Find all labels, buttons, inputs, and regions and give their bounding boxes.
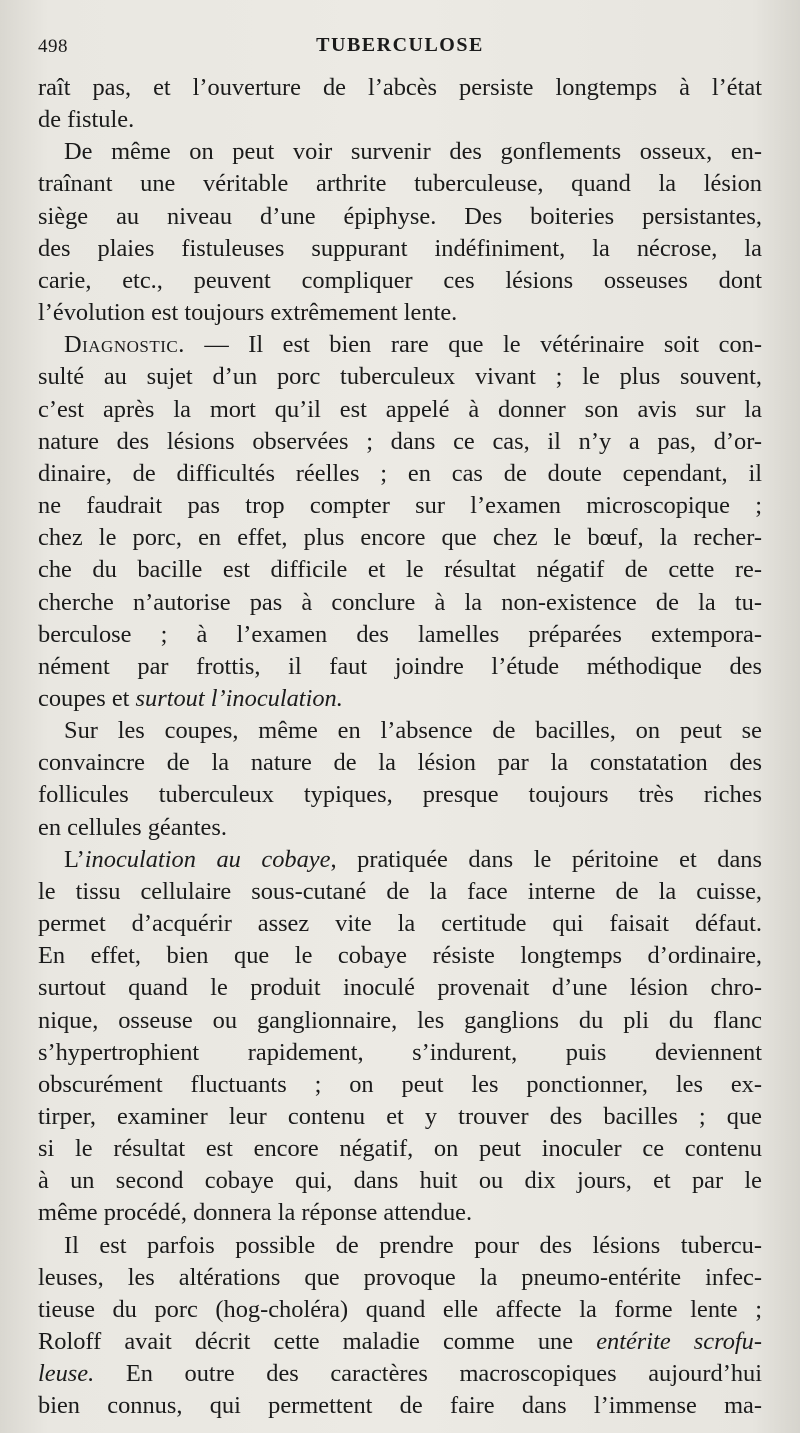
paragraph-line: berculose ; à l’examen des lamelles préparées extempora- [38,620,762,648]
paragraph-line: obscurément fluctuants ; on peut les ponctionner, les ex- [38,1070,762,1098]
paragraph-line: c’est après la mort qu’il est appelé à donner son avis sur la [38,395,762,423]
paragraph-line: follicules tuberculeux typiques, presque toujours très riches [38,781,762,809]
paragraph-line-text: — Il est bien rare que le vétérinaire soit con- [184,331,762,359]
italic-emphasis: entérite scrofu- [596,1328,762,1356]
paragraph-line: En effet, bien que le cobaye résiste longtemps d’ordinaire, [38,942,762,970]
paragraph-line-text: En outre des caractères macroscopiques aujourd’hui [94,1360,762,1388]
inoculation-first-line [38,844,762,876]
paragraph-line: nature des lésions observées ; dans ce cas, il n’y a pas, d’or- [38,427,762,455]
diagnostic-first-line [38,329,762,361]
paragraph-line-text: , pratiquée dans le péritoine et dans [330,845,762,873]
paragraph-line: le tissu cellulaire sous-cutané de la face interne de la cuisse, [38,877,762,905]
paragraph-line: siège au niveau d’une épiphyse. Des boiteries persistantes, [38,202,762,230]
paragraph-line: à un second cobaye qui, dans huit ou dix jours, et par le [38,1167,762,1195]
paragraph-line: nique, osseuse ou ganglionnaire, les ganglions du pli du flanc [38,1006,762,1034]
paragraph-line: permet d’acquérir assez vite la certitude qui faisait défaut. [38,910,762,938]
section-heading-diagnostic: Diagnostic. [64,331,185,359]
leuse-line [38,1358,762,1390]
roloff-line [38,1326,762,1358]
body-text [38,72,762,1423]
paragraph-line: surtout quand le produit inoculé provenait d’une lésion chro- [38,974,762,1002]
paragraph-line: cherche n’autorise pas à conclure à la non-existence de la tu- [38,588,762,616]
paragraph-line: nément par frottis, il faut joindre l’étude méthodique des [38,652,762,680]
paragraph-line: tirper, examiner leur contenu et y trouver des bacilles ; que [38,1103,762,1130]
paragraph-last-line [38,683,762,715]
paragraph-line: De même on peut voir survenir des gonflements osseux, en- [64,138,762,166]
paragraph-line: ne faudrait pas trop compter sur l’examen microscopique ; [38,492,762,520]
italic-emphasis: surtout l’inoculation. [135,684,343,712]
italic-emphasis: inoculation au cobaye [84,845,331,873]
paragraph-line: si le résultat est encore négatif, on peut inoculer ce contenu [38,1135,762,1163]
paragraph-line: sulté au sujet d’un porc tuberculeux vivant ; le plus souvent, [38,363,762,391]
paragraph-line: Sur les coupes, même en l’absence de bacilles, on peut se [64,717,762,745]
paragraph-line: même procédé, donnera la réponse attendue. [38,1199,473,1227]
paragraph-line: che du bacille est difficile et le résultat négatif de cette re- [38,556,762,584]
paragraph-line: des plaies fistuleuses suppurant indéfiniment, la nécrose, la [38,234,762,262]
page-header [38,30,762,64]
paragraph-line: bien connus, qui permettent de faire dans l’immense ma- [38,1392,762,1420]
paragraph-line: l’évolution est toujours extrêmement lente. [38,299,458,327]
paragraph-line: leuses, les altérations que provoque la pneumo-entérite infec- [38,1263,762,1291]
paragraph-line: tieuse du porc (hog-choléra) quand elle affecte la forme lente ; [38,1295,762,1323]
italic-emphasis: leuse. [38,1360,95,1388]
paragraph-line: chez le porc, en effet, plus encore que chez le bœuf, la recher- [38,524,762,552]
paragraph-line: dinaire, de difficultés réelles ; en cas de doute cependant, il [38,459,762,487]
paragraph-line: traînant une véritable arthrite tuberculeuse, quand la lésion [38,170,762,198]
running-title: TUBERCULOSE [316,34,484,56]
paragraph-line-text: Roloff avait décrit cette maladie comme une [38,1328,597,1356]
paragraph-line: carie, etc., peuvent compliquer ces lésions osseuses dont [38,266,762,294]
paragraph-prefix: L’ [64,845,85,873]
paragraph-line: en cellules géantes. [38,813,227,841]
paragraph-line-text: coupes et [38,684,136,712]
paragraph-continuation-line: raît pas, et l’ouverture de l’abcès persiste longtemps à l’état [38,74,762,101]
page-number: 498 [38,36,68,57]
paragraph-continuation-line: de fistule. [38,106,135,134]
paragraph-line: s’hypertrophient rapidement, s’indurent, puis deviennent [38,1038,762,1066]
paragraph-line: convaincre de la nature de la lésion par la constatation des [38,749,762,777]
paragraph-line: Il est parfois possible de prendre pour des lésions tubercu- [64,1231,762,1259]
